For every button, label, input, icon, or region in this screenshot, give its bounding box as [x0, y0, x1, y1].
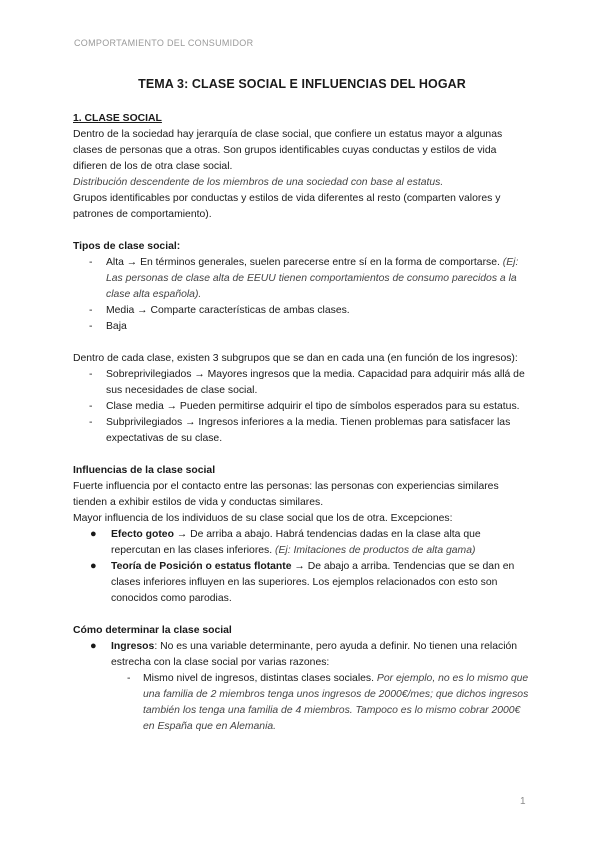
- subheading-determinar: Cómo determinar la clase social: [73, 625, 232, 636]
- list-item: ● Teoría de Posición o estatus flotante → De abajo a arriba. Tendencias que se dan en clases inferiores influyen en las superiores. Los ejemplos relacionados con esto son conocidos como parodias.: [90, 560, 515, 604]
- paragraph: Dentro de la sociedad hay jerarquía de clase social, que confiere un estatus mayor a algunas clases de personas que a otras. Son grupos identificables cuyas conductas y estilos de vida difieren de los de otra clase social.: [73, 129, 503, 172]
- tipos-list: [73, 255, 531, 335]
- criteria-sublist: [73, 671, 531, 735]
- subheading-influencias: Influencias de la clase social: [73, 465, 216, 476]
- dash-marker: -: [89, 305, 93, 316]
- list-item: - Mismo nivel de ingresos, distintas clases sociales. Por ejemplo, no es lo mismo que una familia de 2 miembros tenga unos ingresos de 2000€/mes; que dichos ingresos también los tenga una familia de 4 miembros. Tampoco es lo mismo cobrar 2000€ en España que en Alemania.: [127, 673, 529, 732]
- criteria-list: [73, 639, 531, 671]
- list-item: - Clase media → Pueden permitirse adquirir el tipo de símbolos esperados para su estatus.: [73, 399, 531, 415]
- dash-marker: -: [89, 257, 93, 268]
- paragraph: Grupos identificables por conductas y estilos de vida diferentes al resto (comparten valores y patrones de comportamiento).: [73, 193, 501, 220]
- dash-marker: -: [89, 369, 93, 380]
- list-item: - Media → Comparte características de ambas clases.: [73, 303, 531, 319]
- page-number: 1: [520, 796, 526, 807]
- page-title: TEMA 3: CLASE SOCIAL E INFLUENCIAS DEL HOGAR: [138, 77, 466, 91]
- example-text: (Ej: Imitaciones de productos de alta gama): [275, 545, 476, 556]
- dash-marker: -: [89, 401, 93, 412]
- paragraph: Mayor influencia de los individuos de su clase social que los de otra. Excepciones:: [73, 513, 453, 524]
- running-header: COMPORTAMIENTO DEL CONSUMIDOR: [74, 38, 254, 48]
- paragraph: Dentro de cada clase, existen 3 subgrupos que se dan en cada una (en función de los ingresos):: [73, 353, 518, 364]
- section-heading-clase-social: 1. CLASE SOCIAL: [73, 113, 162, 124]
- list-item: - Baja: [73, 319, 531, 335]
- example-text: Por ejemplo, no es lo mismo que una familia de 2 miembros tenga unos ingresos de 2000€/mes; que dichos ingresos también los tenga una familia de 4 miembros. Tampoco es lo mismo cobrar 2000€ en España que en Alemania.: [143, 673, 529, 732]
- italic-definition: Distribución descendente de los miembros de una sociedad con base al estatus.: [73, 177, 444, 188]
- bullet-marker: ●: [90, 528, 97, 540]
- subgroups-list: [73, 367, 531, 447]
- bullet-marker: ●: [90, 560, 97, 572]
- list-item: - Sobreprivilegiados → Mayores ingresos que la media. Capacidad para adquirir más allá de sus necesidades de clase social.: [89, 369, 525, 396]
- document-body: [73, 76, 531, 735]
- list-item: - Alta → En términos generales, suelen parecerse entre sí en la forma de comportarse. (Ej: Las personas de clase alta de EEUU tienen comportamientos de consumo parecidos a la clase alta española).: [89, 257, 519, 300]
- subheading-tipos: Tipos de clase social:: [73, 241, 181, 252]
- dash-marker: -: [89, 321, 93, 332]
- paragraph: Fuerte influencia por el contacto entre las personas: las personas con experiencias similares tienden a exhibir estilos de vida y conductas similares.: [73, 481, 499, 508]
- example-text: (Ej: Las personas de clase alta de EEUU tienen comportamientos de consumo parecidos a la clase alta española).: [106, 257, 519, 300]
- list-item: - Subprivilegiados → Ingresos inferiores a la media. Tienen problemas para satisfacer las expectativas de su clase.: [89, 417, 511, 444]
- dash-marker: -: [89, 417, 93, 428]
- list-item: ● Ingresos: No es una variable determinante, pero ayuda a definir. No tienen una relación estrecha con la clase social por varias razones:: [90, 640, 518, 668]
- exceptions-list: [73, 527, 531, 607]
- list-item: ● Efecto goteo → De arriba a abajo. Habrá tendencias dadas en la clase alta que repercutan en las clases inferiores. (Ej: Imitaciones de productos de alta gama): [90, 528, 481, 556]
- dash-marker: -: [127, 673, 131, 684]
- bullet-marker: ●: [90, 640, 97, 652]
